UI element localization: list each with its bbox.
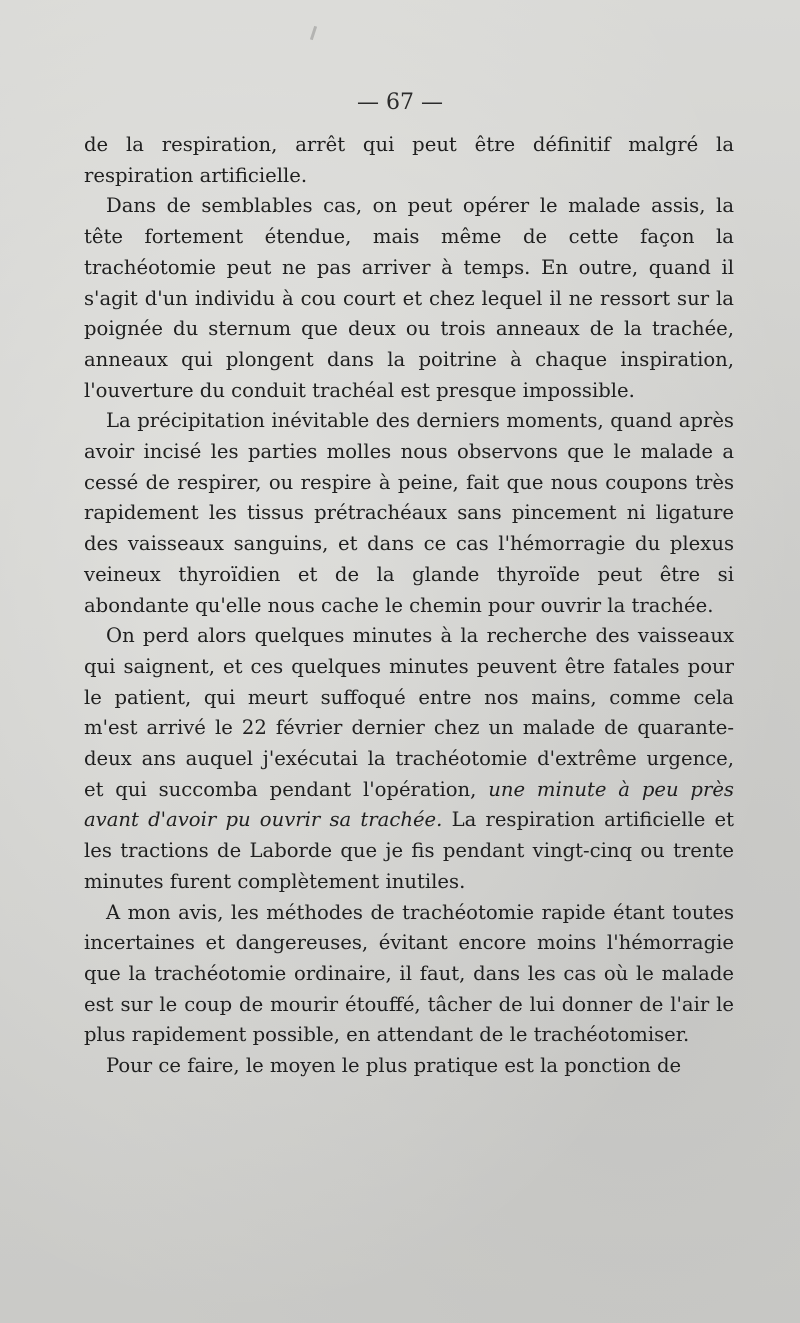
paragraph-5: A mon avis, les méthodes de trachéotomie rapide étant toutes incertaines et dangereuses, évitant encore moins l'hémorragie que la trachéotomie ordinaire, il faut, dans les cas où le malade est sur le coup de mourir étouffé, tâcher de lui donner de l'air le plus rapidement possible, en attendant de le trachéotomiser. <box>84 900 734 1047</box>
paragraph-4-text-after: La respiration artificielle et les tractions de Laborde que je fis pendant vingt-cinq ou trente minutes furent complètement inutiles. <box>84 808 734 893</box>
paragraph-4 <box>84 621 734 897</box>
page-number: — 67 — <box>357 90 443 115</box>
paragraph-4-emphasis: une minute à peu près avant d'avoir pu ouvrir sa trachée. <box>84 777 734 832</box>
paragraph-1: de la respiration, arrêt qui peut être définitif malgré la respiration artificielle. <box>84 133 734 187</box>
paragraph-3: La précipitation inévitable des derniers moments, quand après avoir incisé les parties molles nous observons que le malade a cessé de respirer, ou respire à peine, fait que nous coupons très rapidement les tissus prétrachéaux sans pincement ni ligature des vaisseaux sanguins, et dans ce cas l'hémorragie du plexus veineux thyroïdien et de la glande thyroïde peut être si abondante qu'elle nous cache le chemin pour ouvrir la trachée. <box>84 409 734 617</box>
ink-mark <box>310 26 317 40</box>
body-text <box>84 130 734 1082</box>
paragraph-6: Pour ce faire, le moyen le plus pratique est la ponction de <box>106 1054 682 1078</box>
paragraph-4-text-before: On perd alors quelques minutes à la recherche des vaisseaux qui saignent, et ces quelques minutes peuvent être fatales pour le patient, qui meurt suffoqué entre nos mains, comme cela m'est arrivé le 22 février dernier chez un malade de quarante-deux ans auquel j'exécutai la trachéotomie d'extrême urgence, et qui succomba pendant l'opération, <box>84 624 734 801</box>
paragraph-2: Dans de semblables cas, on peut opérer le malade assis, la tête fortement étendue, mais même de cette façon la trachéotomie peut ne pas arriver à temps. En outre, quand il s'agit d'un individu à cou court et chez lequel il ne ressort sur la poignée du sternum que deux ou trois anneaux de la trachée, anneaux qui plongent dans la poitrine à chaque inspiration, l'ouverture du conduit trachéal est presque impossible. <box>84 194 734 402</box>
